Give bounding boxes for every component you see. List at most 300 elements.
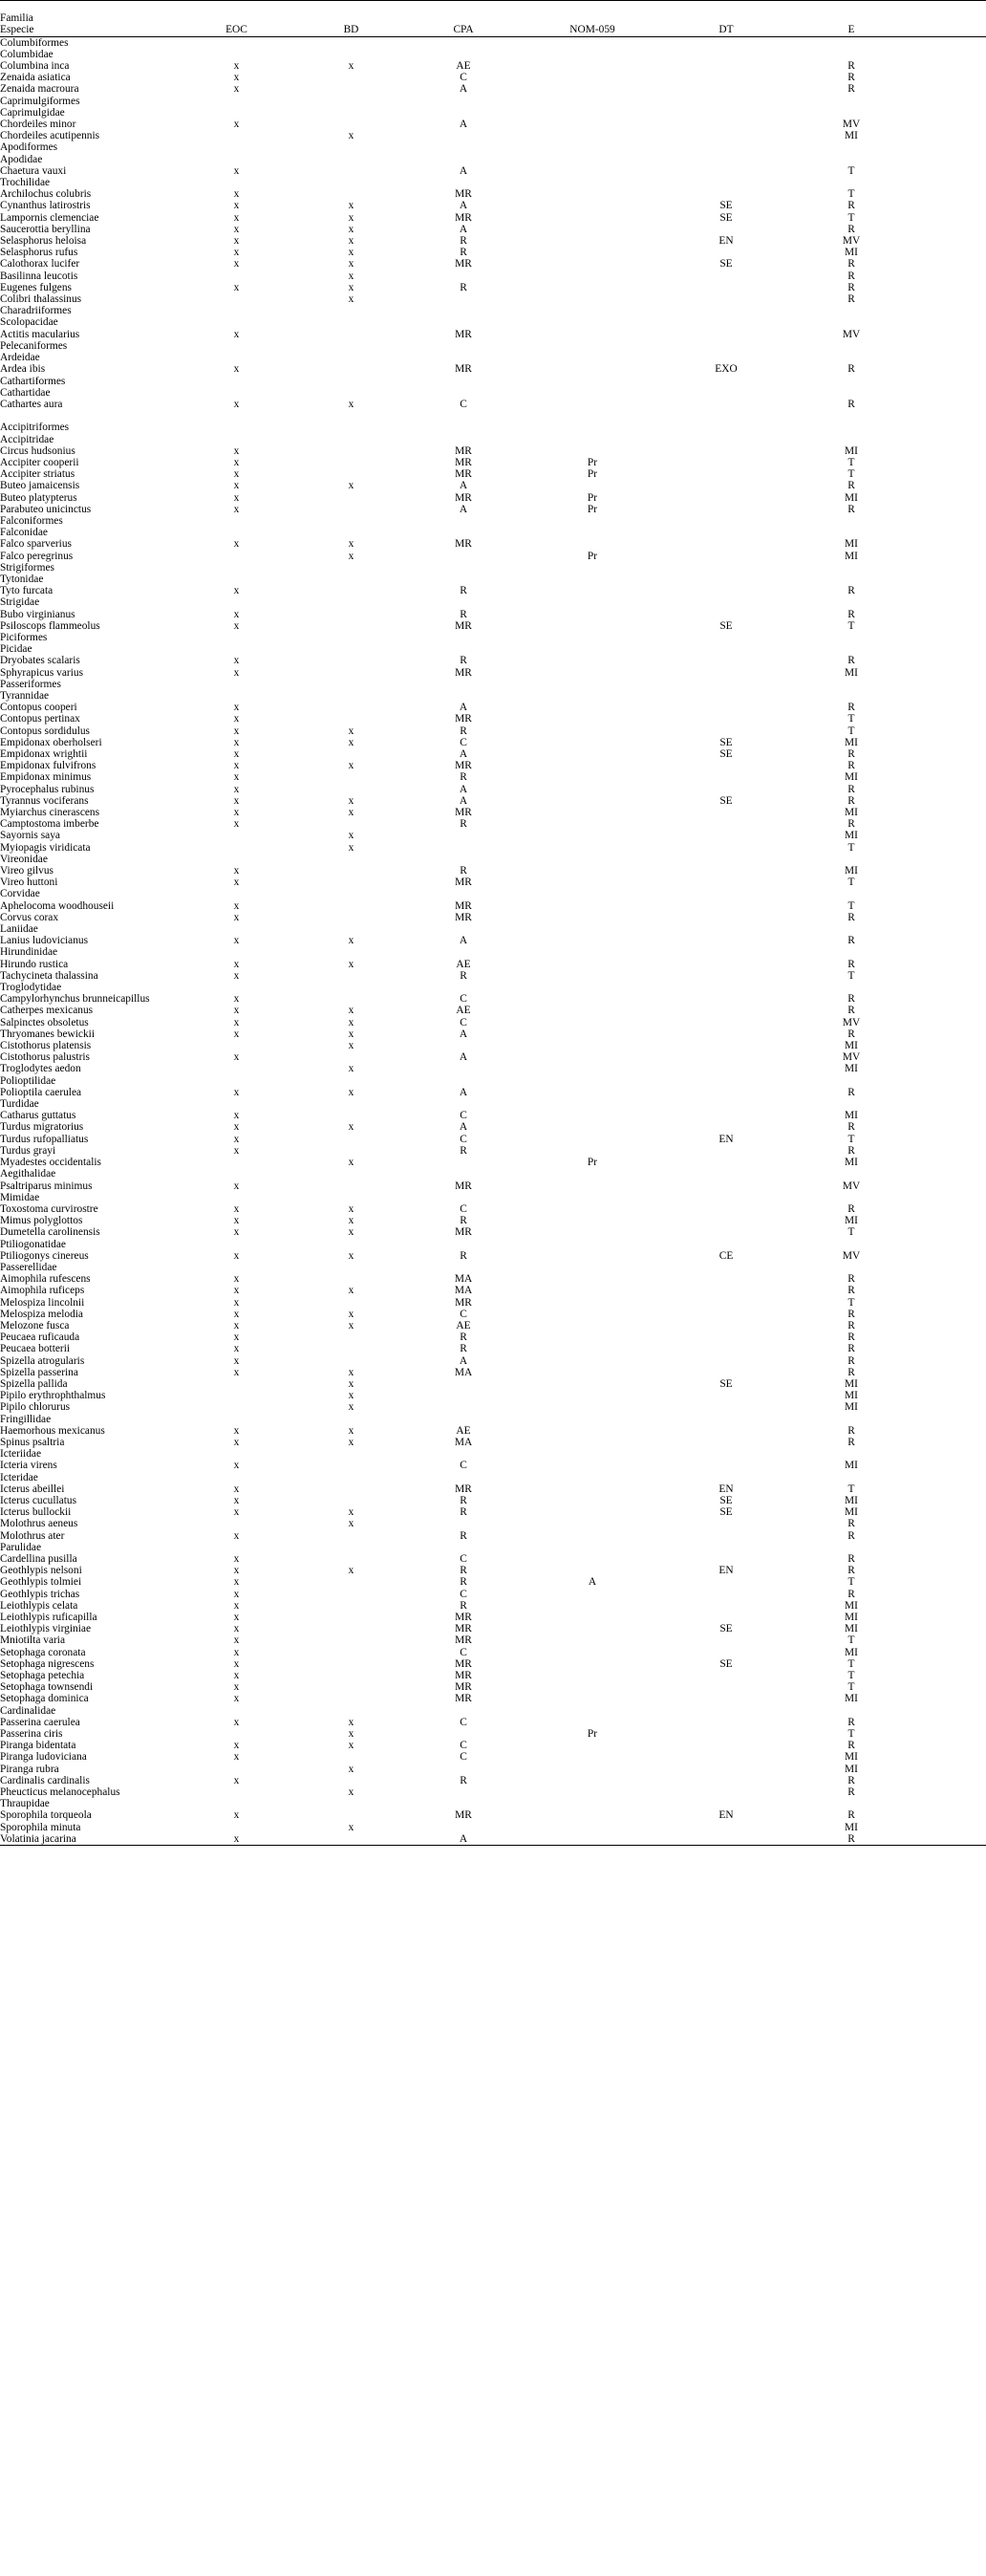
e-code	[793, 96, 910, 107]
dt-code-value: SE	[719, 1377, 733, 1390]
row-pad-cell	[910, 1005, 986, 1016]
bd-mark	[301, 1297, 401, 1309]
row-pad-cell	[910, 620, 986, 632]
dt-code	[659, 1589, 793, 1600]
bd-mark	[301, 1343, 401, 1354]
taxon-label: Turdus grayi	[0, 1144, 56, 1157]
e-code	[793, 457, 910, 468]
bd-mark-value: x	[348, 538, 354, 551]
e-code	[793, 1098, 910, 1110]
nom059-code	[525, 643, 659, 655]
especie-name	[0, 959, 172, 970]
e-code	[793, 1075, 910, 1087]
table-row	[0, 224, 986, 235]
header-spacer-cell	[525, 1, 659, 13]
e-code	[793, 1693, 910, 1704]
cpa-code	[401, 305, 525, 316]
especie-name	[0, 1017, 172, 1028]
e-code	[793, 1005, 910, 1016]
table-row	[0, 1506, 986, 1518]
header-spacer-cell	[910, 1, 986, 13]
dt-code	[659, 1576, 793, 1588]
especie-name	[0, 329, 172, 340]
e-code	[793, 399, 910, 410]
nom059-code	[525, 36, 659, 49]
row-pad-cell	[910, 702, 986, 713]
familia-name	[0, 596, 172, 608]
nom059-code	[525, 247, 659, 258]
especie-name	[0, 1518, 172, 1529]
especie-name	[0, 492, 172, 504]
e-code	[793, 1565, 910, 1576]
e-code	[793, 1134, 910, 1145]
especie-name	[0, 224, 172, 235]
dt-code-value: SE	[719, 211, 733, 224]
row-pad-cell	[910, 1051, 986, 1063]
row-pad-cell	[910, 1273, 986, 1285]
e-code-value: MI	[845, 1110, 858, 1122]
eoc-mark-value: x	[233, 585, 240, 597]
cpa-code	[401, 1717, 525, 1728]
e-code-value: T	[847, 899, 855, 912]
bd-mark-value: x	[348, 1157, 354, 1169]
row-pad-cell	[910, 188, 986, 200]
table-row	[0, 1670, 986, 1681]
table-row	[0, 818, 986, 830]
cpa-code-value: R	[460, 969, 467, 982]
nom059-code-value: A	[588, 1576, 597, 1589]
eoc-mark-value: x	[233, 725, 240, 737]
bd-mark	[301, 1728, 401, 1740]
dt-code	[659, 690, 793, 702]
table-row	[0, 212, 986, 224]
eoc-mark-value: x	[233, 223, 240, 235]
taxon-label: Psaltriparus minimus	[0, 1180, 93, 1192]
e-code-value: R	[847, 1809, 855, 1822]
eoc-mark-value: x	[233, 398, 240, 410]
eoc-mark	[172, 970, 301, 982]
table-row	[0, 585, 986, 596]
nom059-code	[525, 865, 659, 877]
bd-mark	[301, 807, 401, 818]
especie-name	[0, 1822, 172, 1833]
e-code	[793, 1518, 910, 1529]
e-code	[793, 702, 910, 713]
eoc-mark-value: x	[233, 1121, 240, 1134]
taxon-label: Passerellidae	[0, 1261, 57, 1273]
cpa-code	[401, 1647, 525, 1658]
cpa-code	[401, 993, 525, 1005]
cpa-code-value: MR	[455, 1623, 472, 1635]
row-pad-cell	[910, 795, 986, 807]
eoc-mark-value: x	[233, 1832, 240, 1845]
row-pad-cell	[910, 818, 986, 830]
nom059-code	[525, 1425, 659, 1437]
dt-code	[659, 1670, 793, 1681]
cpa-code-value: R	[460, 1529, 467, 1542]
cpa-code-value: MR	[455, 188, 472, 201]
nom059-code	[525, 551, 659, 562]
bd-mark-value: x	[348, 1016, 354, 1028]
cpa-code-value: A	[459, 119, 468, 131]
cpa-code	[401, 1331, 525, 1343]
nom059-code	[525, 1553, 659, 1565]
e-code-value: R	[847, 1588, 855, 1600]
cpa-code-value: C	[460, 1751, 467, 1764]
e-code	[793, 667, 910, 679]
row-pad-cell	[910, 1518, 986, 1529]
eoc-mark	[172, 1320, 301, 1331]
dt-code	[659, 352, 793, 363]
nom059-code	[525, 1215, 659, 1226]
nom059-code	[525, 130, 659, 141]
bd-mark	[301, 725, 401, 737]
dt-code	[659, 72, 793, 83]
nom059-code	[525, 1542, 659, 1553]
dt-code	[659, 912, 793, 923]
especie-name	[0, 1367, 172, 1378]
especie-name	[0, 702, 172, 713]
taxon-label: Leiothlypis ruficapilla	[0, 1612, 97, 1624]
e-code	[793, 1600, 910, 1612]
table-row	[0, 1612, 986, 1623]
eoc-mark-value: x	[233, 1657, 240, 1670]
bd-mark	[301, 1262, 401, 1273]
cpa-code-value: AE	[456, 60, 471, 73]
eoc-mark	[172, 515, 301, 527]
row-pad-cell	[910, 258, 986, 270]
rule-cell	[910, 1846, 986, 1858]
especie-name	[0, 877, 172, 888]
taxon-label: Trochilidae	[0, 177, 51, 189]
e-code	[793, 293, 910, 305]
eoc-mark	[172, 1717, 301, 1728]
e-code-value: MI	[845, 1460, 858, 1472]
eoc-mark-value: x	[233, 1285, 240, 1297]
familia-name	[0, 574, 172, 585]
dt-code	[659, 1134, 793, 1145]
bd-mark	[301, 434, 401, 445]
cpa-code	[401, 760, 525, 771]
e-code	[793, 1634, 910, 1646]
eoc-mark-value: x	[233, 655, 240, 667]
taxon-label: Cardinalidae	[0, 1704, 56, 1717]
eoc-mark-value: x	[233, 1740, 240, 1752]
bd-mark	[301, 457, 401, 468]
taxon-label: Pipilo erythrophthalmus	[0, 1390, 106, 1402]
e-code	[793, 282, 910, 293]
eoc-mark	[172, 258, 301, 270]
bd-mark	[301, 1378, 401, 1390]
nom059-code	[525, 527, 659, 538]
dt-code-value: SE	[719, 258, 733, 271]
table-row	[0, 760, 986, 771]
e-code	[793, 982, 910, 993]
eoc-mark-value: x	[233, 1483, 240, 1495]
cpa-code-value: A	[459, 503, 468, 515]
nom059-code	[525, 1063, 659, 1074]
nom059-code	[525, 1203, 659, 1215]
bd-mark-value: x	[348, 1716, 354, 1728]
especie-name	[0, 655, 172, 666]
bd-mark	[301, 655, 401, 666]
table-row	[0, 119, 986, 130]
dt-code	[659, 830, 793, 841]
taxon-label: Buteo jamaicensis	[0, 480, 80, 492]
column-header-nom-059: NOM-059	[525, 24, 659, 36]
header-spacer-cell	[910, 12, 986, 24]
eoc-mark-value: x	[233, 1751, 240, 1764]
dt-code	[659, 1331, 793, 1343]
table-row	[0, 107, 986, 119]
eoc-mark	[172, 1192, 301, 1203]
bd-mark	[301, 188, 401, 200]
row-pad-cell	[910, 1437, 986, 1448]
bd-mark	[301, 293, 401, 305]
taxon-label: Piciformes	[0, 631, 48, 643]
table-row	[0, 1320, 986, 1331]
e-code	[793, 690, 910, 702]
taxon-label: Buteo platypterus	[0, 491, 77, 504]
eoc-mark	[172, 713, 301, 725]
bd-mark	[301, 1809, 401, 1821]
rule-cell	[793, 1846, 910, 1858]
taxon-label: Contopus sordidulus	[0, 725, 90, 737]
e-code	[793, 188, 910, 200]
table-row	[0, 177, 986, 188]
row-pad-cell	[910, 1717, 986, 1728]
cpa-code	[401, 562, 525, 574]
row-pad-cell	[910, 1833, 986, 1846]
table-row	[0, 492, 986, 504]
especie-name	[0, 1401, 172, 1413]
row-pad-cell	[910, 1751, 986, 1763]
nom059-code	[525, 970, 659, 982]
e-code	[793, 515, 910, 527]
row-pad-cell	[910, 376, 986, 387]
cpa-code-value: C	[460, 398, 467, 410]
bd-mark	[301, 690, 401, 702]
dt-code	[659, 1693, 793, 1704]
dt-code	[659, 760, 793, 771]
row-pad-cell	[910, 363, 986, 375]
taxon-label: Accipiter cooperii	[0, 456, 79, 468]
cpa-code-value: MR	[455, 1296, 472, 1309]
bd-mark	[301, 771, 401, 783]
bd-mark	[301, 363, 401, 375]
cpa-code-value: MR	[455, 1226, 472, 1239]
bd-mark	[301, 1367, 401, 1378]
bd-mark	[301, 1798, 401, 1809]
row-pad-cell	[910, 551, 986, 562]
eoc-mark	[172, 1040, 301, 1051]
row-pad-cell	[910, 959, 986, 970]
e-code-value: R	[847, 760, 855, 772]
eoc-mark	[172, 795, 301, 807]
row-pad-cell	[910, 690, 986, 702]
dt-code	[659, 1809, 793, 1821]
e-code	[793, 1309, 910, 1320]
e-code	[793, 154, 910, 165]
table-row	[0, 445, 986, 457]
nom059-code	[525, 574, 659, 585]
row-pad-cell	[910, 434, 986, 445]
eoc-mark-value: x	[233, 281, 240, 293]
taxon-label: Sayornis saya	[0, 830, 60, 842]
bd-mark	[301, 1518, 401, 1529]
nom059-code	[525, 457, 659, 468]
table-bottom-rule	[0, 1846, 986, 1858]
especie-name	[0, 83, 172, 95]
dt-code	[659, 970, 793, 982]
dt-code	[659, 130, 793, 141]
eoc-mark	[172, 946, 301, 958]
row-pad-cell	[910, 1063, 986, 1074]
cpa-code	[401, 877, 525, 888]
e-code-value: MI	[845, 1506, 858, 1519]
especie-name	[0, 363, 172, 375]
eoc-mark	[172, 854, 301, 865]
dt-code	[659, 1495, 793, 1506]
bd-mark-value: x	[348, 1518, 354, 1530]
table-row	[0, 1658, 986, 1670]
nom059-code	[525, 771, 659, 783]
row-pad-cell	[910, 329, 986, 340]
row-pad-cell	[910, 713, 986, 725]
especie-name	[0, 993, 172, 1005]
e-code-value: R	[847, 503, 855, 515]
bd-mark-value: x	[348, 736, 354, 748]
table-row	[0, 1017, 986, 1028]
nom059-code	[525, 515, 659, 527]
cpa-code-value: C	[460, 1110, 467, 1122]
bd-mark	[301, 1472, 401, 1483]
taxon-label: Chordeiles minor	[0, 119, 76, 131]
eoc-mark	[172, 1728, 301, 1740]
bd-mark-value: x	[348, 1821, 354, 1833]
cpa-code	[401, 480, 525, 491]
taxon-label: Polioptilidae	[0, 1074, 56, 1087]
row-pad-cell	[910, 1367, 986, 1378]
table-row	[0, 690, 986, 702]
e-code	[793, 1157, 910, 1168]
dt-code	[659, 842, 793, 854]
especie-name	[0, 1717, 172, 1728]
table-row	[0, 83, 986, 95]
e-code	[793, 1110, 910, 1121]
table-row	[0, 959, 986, 970]
nom059-code	[525, 1121, 659, 1133]
especie-name	[0, 1565, 172, 1576]
eoc-mark	[172, 1740, 301, 1751]
eoc-mark-value: x	[233, 969, 240, 982]
e-code	[793, 1168, 910, 1180]
bd-mark	[301, 784, 401, 795]
dt-code	[659, 60, 793, 72]
eoc-mark	[172, 771, 301, 783]
eoc-mark	[172, 1623, 301, 1634]
e-code	[793, 1297, 910, 1309]
nom059-code	[525, 305, 659, 316]
e-code-value: R	[847, 1740, 855, 1752]
cpa-code	[401, 574, 525, 585]
table-row	[0, 655, 986, 666]
e-code-value: R	[847, 281, 855, 293]
row-pad-cell	[910, 1425, 986, 1437]
e-code	[793, 130, 910, 141]
nom059-code	[525, 258, 659, 270]
cpa-code-value: A	[459, 794, 468, 807]
taxon-label: Bubo virginianus	[0, 608, 75, 620]
header-spacer-cell	[793, 12, 910, 24]
eoc-mark-value: x	[233, 1565, 240, 1577]
dt-code	[659, 1250, 793, 1262]
table-row	[0, 258, 986, 270]
especie-name	[0, 1589, 172, 1600]
spacer-cell	[0, 410, 172, 422]
table-row	[0, 737, 986, 748]
e-code-value: MI	[845, 1612, 858, 1624]
e-code-value: T	[847, 164, 855, 177]
e-code	[793, 1425, 910, 1437]
table-row	[0, 830, 986, 841]
e-code-value: R	[847, 935, 855, 947]
cpa-code-value: R	[460, 585, 467, 597]
dt-code	[659, 1343, 793, 1354]
e-code-value: T	[847, 1681, 855, 1694]
dt-code	[659, 96, 793, 107]
dt-code	[659, 200, 793, 211]
eoc-mark-value: x	[233, 1576, 240, 1589]
cpa-code	[401, 1098, 525, 1110]
row-pad-cell	[910, 574, 986, 585]
e-code	[793, 865, 910, 877]
e-code-value: R	[847, 702, 855, 714]
especie-name	[0, 1728, 172, 1740]
bd-mark-value: x	[348, 480, 354, 492]
nom059-code	[525, 667, 659, 679]
taxon-label: Toxostoma curvirostre	[0, 1202, 98, 1215]
bd-mark	[301, 468, 401, 480]
table-row	[0, 1309, 986, 1320]
e-code-value: R	[847, 270, 855, 282]
e-code-value: T	[847, 841, 855, 854]
table-row	[0, 946, 986, 958]
bd-mark	[301, 1401, 401, 1413]
dt-code-value: SE	[719, 200, 733, 212]
e-code	[793, 305, 910, 316]
eoc-mark-value: x	[233, 1226, 240, 1239]
table-row	[0, 1623, 986, 1634]
taxon-label: Aimophila rufescens	[0, 1273, 91, 1286]
nom059-code	[525, 959, 659, 970]
e-code	[793, 784, 910, 795]
eoc-mark-value: x	[233, 1202, 240, 1215]
bd-mark	[301, 1764, 401, 1775]
bd-mark-value: x	[348, 281, 354, 293]
cpa-code	[401, 1390, 525, 1401]
eoc-mark	[172, 177, 301, 188]
e-code	[793, 760, 910, 771]
eoc-mark	[172, 1775, 301, 1786]
nom059-code	[525, 445, 659, 457]
nom059-code	[525, 72, 659, 83]
bd-mark-value: x	[348, 1763, 354, 1775]
table-row	[0, 422, 986, 433]
nom059-code	[525, 1378, 659, 1390]
bd-mark	[301, 923, 401, 935]
especie-name	[0, 1809, 172, 1821]
